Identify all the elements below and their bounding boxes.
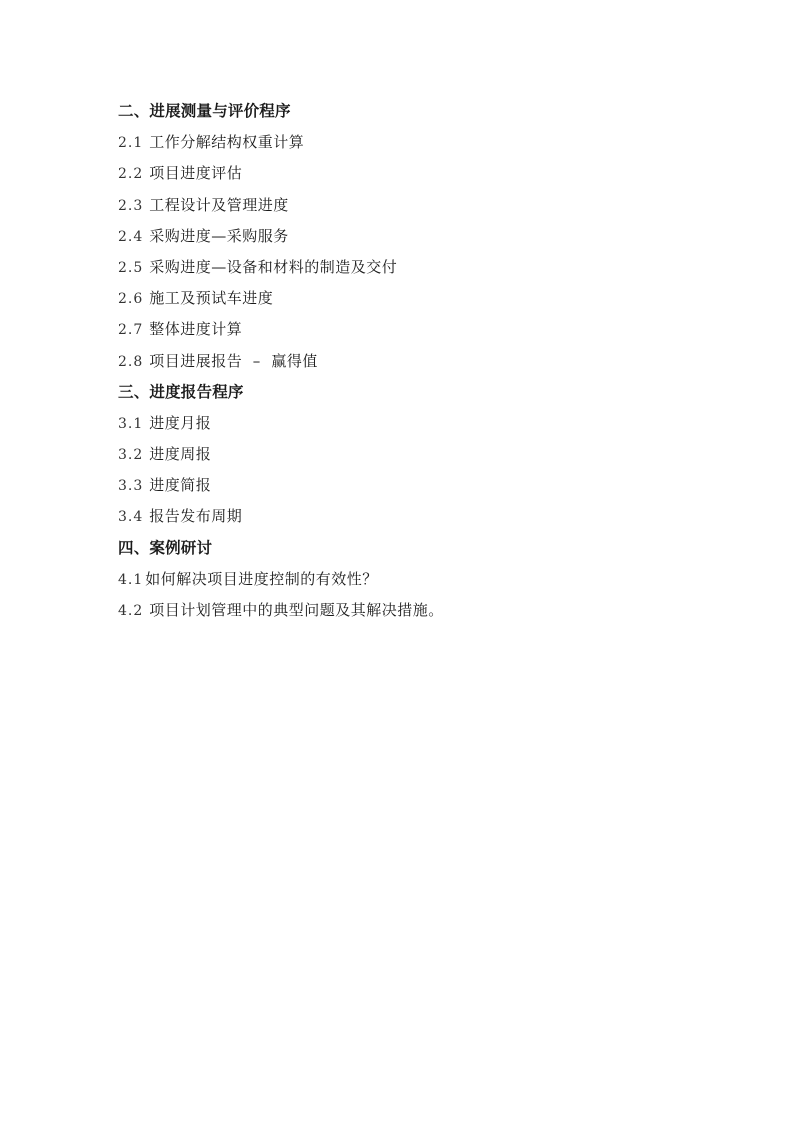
item-number: 2.7 [118, 322, 144, 339]
outline-item [118, 501, 738, 532]
outline [118, 96, 738, 626]
section-heading: 三、进度报告程序 [118, 382, 244, 401]
item-number: 3.1 [118, 415, 144, 432]
item-number: 4.2 [118, 603, 144, 619]
outline-item [118, 221, 738, 252]
item-text: 进度周报 [149, 445, 212, 464]
outline-item [118, 346, 738, 377]
item-text: 整体进度计算 [149, 320, 243, 339]
item-text: 采购进度—设备和材料的制造及交付 [149, 257, 398, 276]
item-number: 3.4 [118, 509, 144, 526]
item-text: 进度简报 [149, 476, 212, 495]
item-text: 工程设计及管理进度 [149, 195, 289, 214]
item-number: 3.2 [118, 447, 144, 464]
item-number: 2.4 [118, 228, 144, 245]
item-text: 项目计划管理中的典型问题及其解决措施。 [149, 601, 444, 619]
outline-item [118, 252, 738, 283]
item-number: 2.1 [118, 135, 144, 152]
item-text: 报告发布周期 [149, 507, 243, 526]
item-number: 2.8 [118, 353, 144, 370]
item-number: 2.2 [118, 166, 144, 183]
item-text: 如何解决项目进度控制的有效性？ [145, 569, 378, 588]
section-heading: 四、案例研讨 [118, 538, 213, 557]
outline-item [118, 408, 738, 439]
item-text: 工作分解结构权重计算 [149, 133, 305, 152]
outline-item [118, 439, 738, 470]
item-text: 项目进展报告 – 赢得值 [149, 351, 318, 370]
outline-item [118, 314, 738, 345]
item-text: 施工及预试车进度 [149, 289, 274, 308]
outline-item [118, 190, 738, 221]
item-number: 2.5 [118, 259, 144, 276]
outline-item [118, 283, 738, 314]
item-number: 2.3 [118, 197, 144, 214]
item-number: 3.3 [118, 478, 144, 495]
outline-item [118, 158, 738, 189]
item-text: 项目进度评估 [149, 164, 243, 183]
item-number: 2.6 [118, 291, 144, 308]
section-heading: 二、进展测量与评价程序 [118, 102, 291, 120]
outline-item [118, 470, 738, 501]
outline-item [118, 564, 738, 595]
item-number: 4.1 [118, 571, 144, 588]
outline-item [118, 127, 738, 158]
item-text: 采购进度—采购服务 [149, 226, 289, 245]
outline-item [118, 595, 738, 626]
item-text: 进度月报 [149, 413, 212, 432]
